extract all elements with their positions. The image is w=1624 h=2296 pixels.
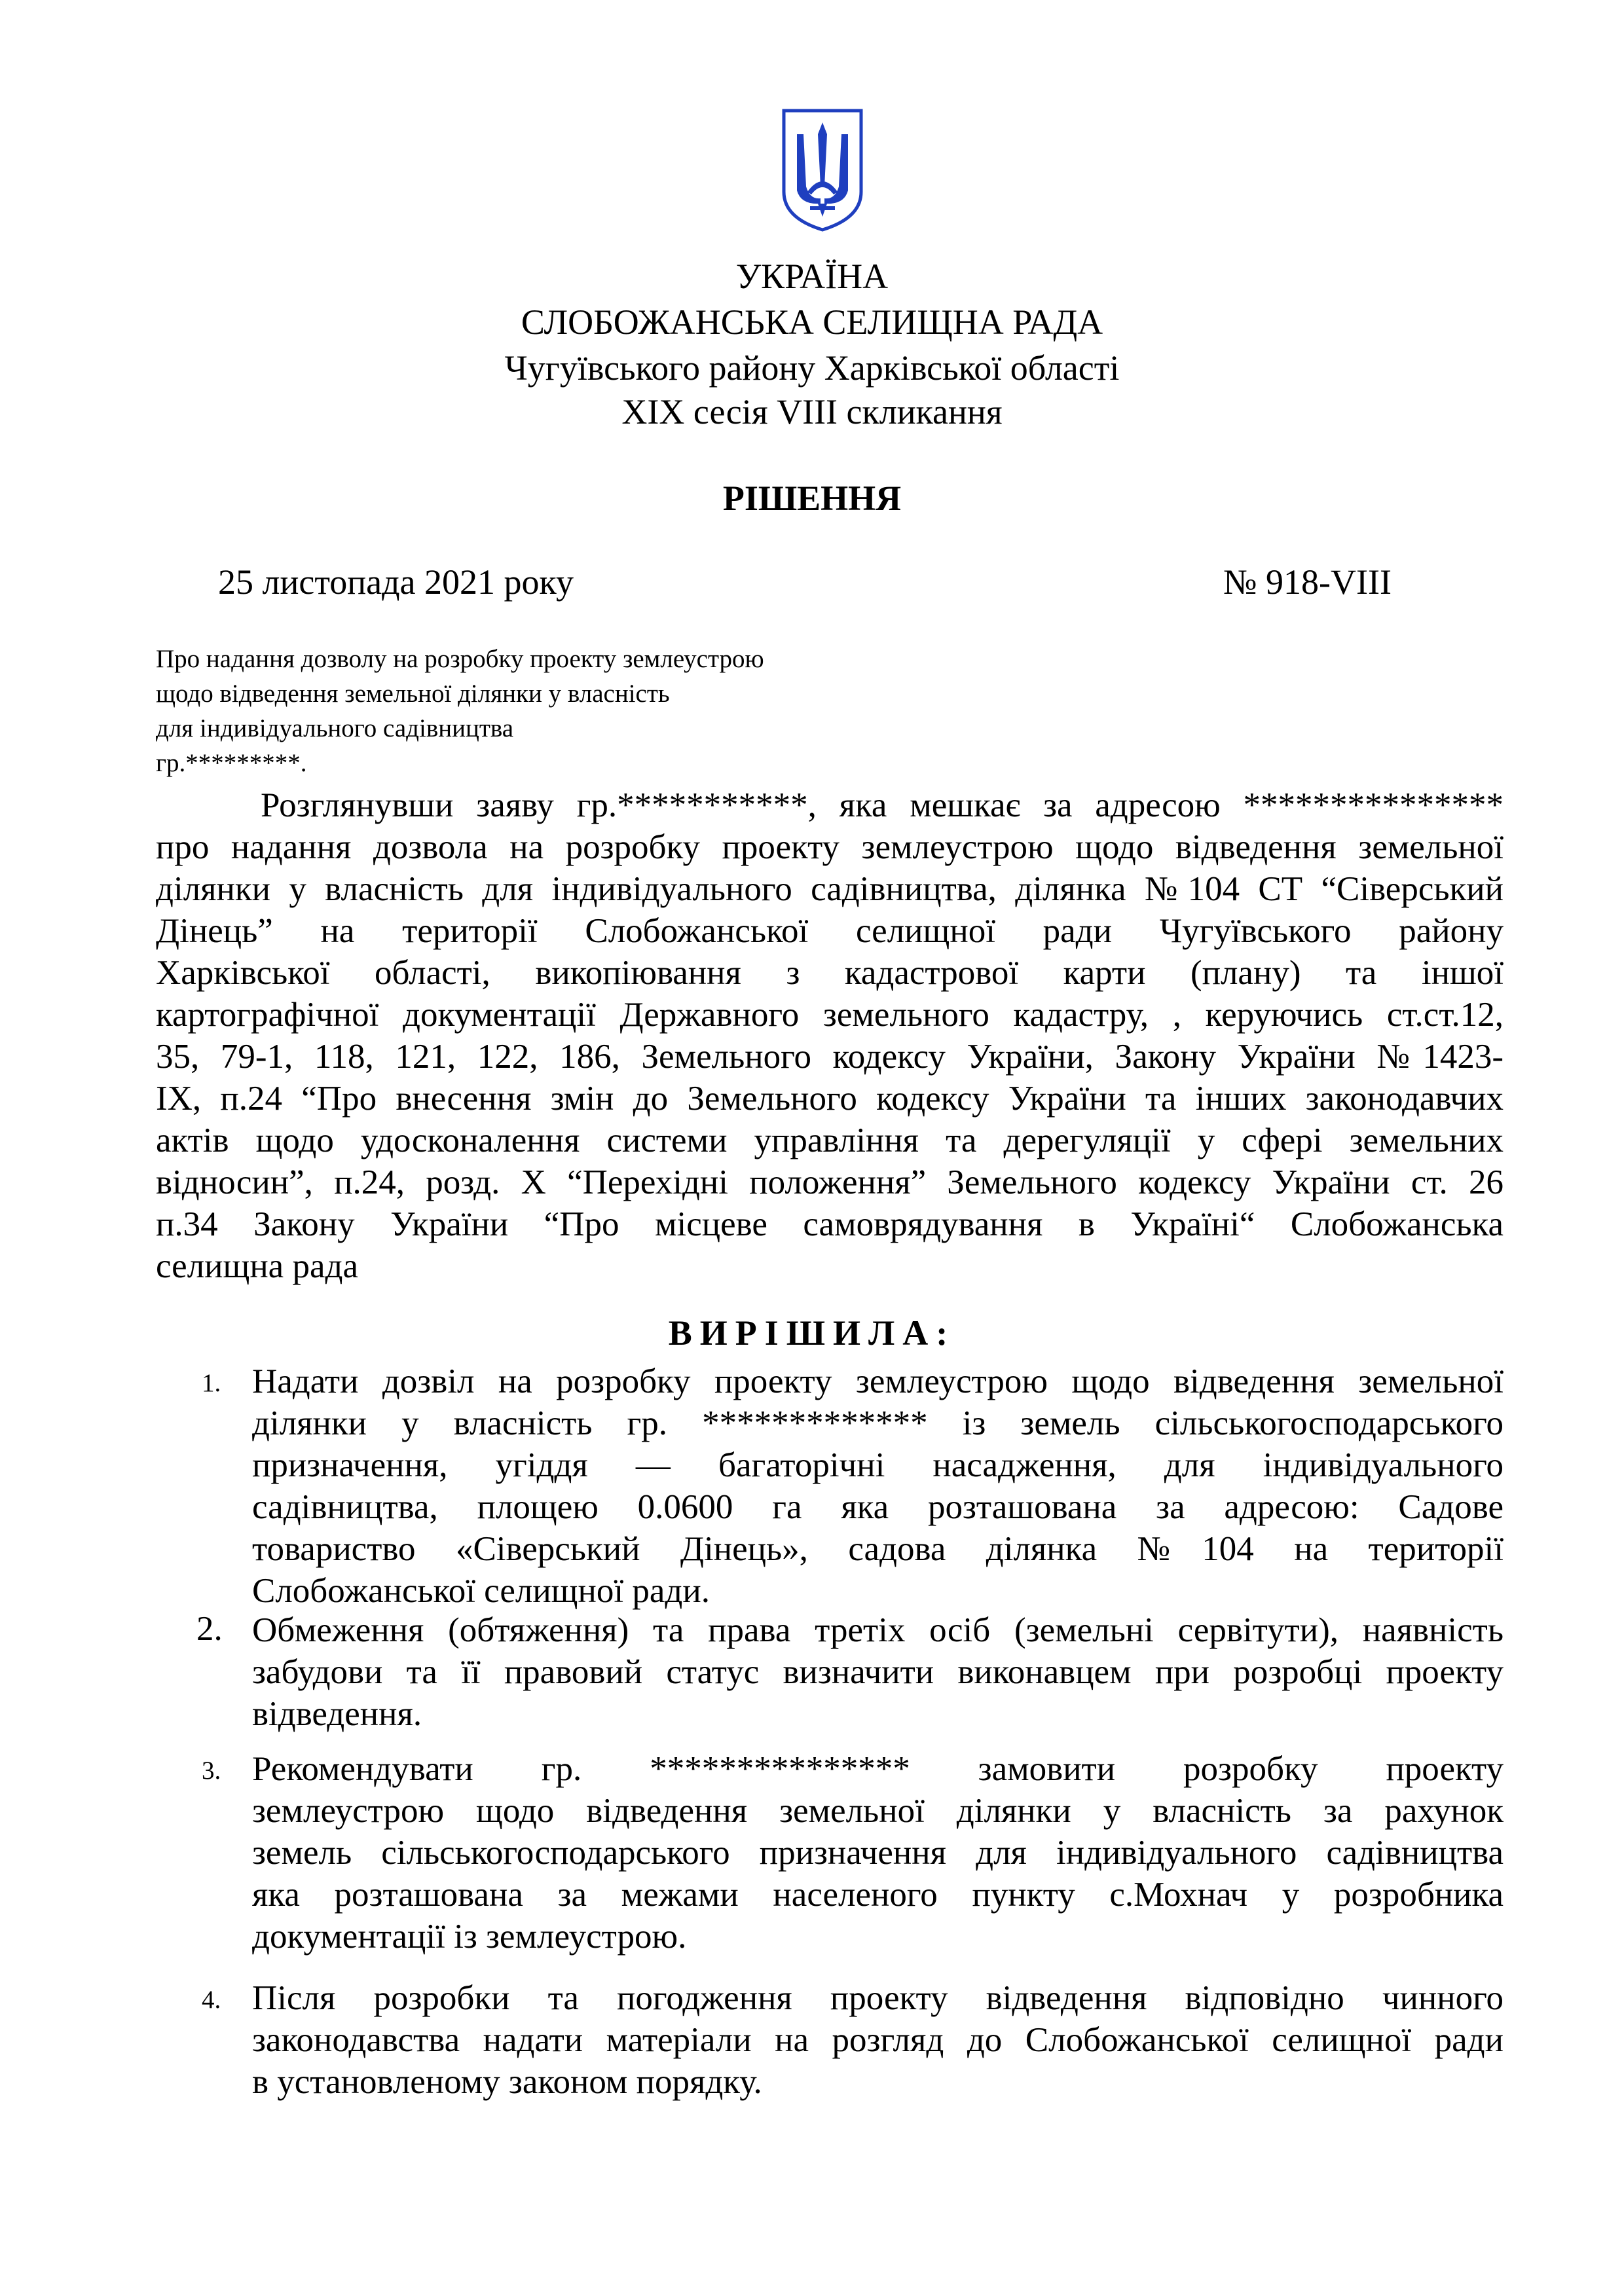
preamble-line: актів щодо удосконалення системи управління та дерегуляції у сфері земельних bbox=[156, 1121, 1504, 1159]
item-line: землеустрою щодо відведення земельної ділянки у власність за рахунок bbox=[252, 1792, 1504, 1830]
preamble-line: 35, 79-1, 118, 121, 122, 186, Земельного кодексу України, Закону України №1423- bbox=[156, 1038, 1504, 1076]
preamble-line: Дінець” на території Слобожанської селищної ради Чугуївського району bbox=[156, 912, 1504, 950]
session-info: XIX сесія VIII скликання bbox=[621, 392, 1003, 431]
item-line: Надати дозвіл на розробку проекту землеустрою щодо відведення земельної bbox=[252, 1362, 1504, 1400]
item-number: 4. bbox=[202, 1986, 221, 2014]
preamble-line: селищна рада bbox=[156, 1247, 358, 1285]
item-line: Після розробки та погодження проекту відведення відповідно чинного bbox=[252, 1979, 1504, 2017]
item-line: відведення. bbox=[252, 1695, 422, 1733]
preamble-line: п.34 Закону України “Про місцеве самоврядування в Україні“ Слобожанська bbox=[156, 1205, 1504, 1243]
country-name: УКРАЇНА bbox=[735, 257, 889, 296]
council-name: СЛОБОЖАНСЬКА СЕЛИЩНА РАДА bbox=[521, 302, 1103, 342]
resolution-item-1 bbox=[252, 1360, 1504, 1612]
resolution-item-4 bbox=[252, 1977, 1504, 2103]
item-line: земель сільськогосподарського призначення для індивідуального садівництва bbox=[252, 1834, 1504, 1872]
resolution-item-2 bbox=[252, 1609, 1504, 1735]
item-line: в установленому законом порядку. bbox=[252, 2063, 762, 2101]
preamble-line: картографічної документації Державного земельного кадастру, , керуючись ст.ст.12, bbox=[156, 996, 1504, 1034]
preamble-line: ділянки у власність для індивідуального садівництва, ділянка №104 СТ “Сіверський bbox=[156, 870, 1504, 908]
item-line: Рекомендувати гр. *************** замовити розробку проекту bbox=[252, 1750, 1504, 1788]
subject-line: щодо відведення земельної ділянки у власність bbox=[156, 680, 670, 708]
item-line: яка розташована за межами населеного пункту с.Мохнач у розробника bbox=[252, 1876, 1504, 1914]
subject-line: Про надання дозволу на розробку проекту землеустрою bbox=[156, 645, 764, 673]
preamble-line: Розглянувши заяву гр.***********, яка мешкає за адресою *************** bbox=[261, 786, 1504, 824]
coat-of-arms-icon bbox=[781, 108, 864, 232]
decision-number: № 918-VIII bbox=[1223, 562, 1392, 602]
item-line: документації із землеустрою. bbox=[252, 1918, 687, 1956]
item-number: 1. bbox=[202, 1369, 221, 1397]
decision-date: 25 листопада 2021 року bbox=[218, 562, 574, 602]
item-line: забудови та її правовий статус визначити виконавцем при розробці проекту bbox=[252, 1653, 1504, 1691]
preamble-line: відносин”, п.24, розд. X “Перехідні положення” Земельного кодексу України ст. 26 bbox=[156, 1163, 1504, 1201]
document-title: РІШЕННЯ bbox=[722, 479, 902, 518]
item-line: Обмеження (обтяження) та права третіх осіб (земельні сервітути), наявність bbox=[252, 1611, 1504, 1649]
resolution-item-3 bbox=[252, 1748, 1504, 1958]
item-line: Слобожанської селищної ради. bbox=[252, 1572, 710, 1610]
resolved-heading: ВИРІШИЛА: bbox=[668, 1313, 956, 1353]
item-line: законодавства надати матеріали на розгляд до Слобожанської селищної ради bbox=[252, 2021, 1504, 2059]
item-number: 3. bbox=[202, 1757, 221, 1785]
subject-line: для індивідуального садівництва bbox=[156, 714, 514, 742]
item-line: призначення, угіддя — багаторічні насадження, для індивідуального bbox=[252, 1446, 1504, 1484]
subject-line: гр.*********. bbox=[156, 749, 307, 777]
preamble-paragraph bbox=[156, 784, 1504, 1287]
preamble-line: IX, п.24 “Про внесення змін до Земельного кодексу України та інших законодавчих bbox=[156, 1080, 1504, 1118]
item-line: ділянки у власність гр. ************* із земель сільськогосподарського bbox=[252, 1404, 1504, 1442]
district-name: Чугуївського району Харківської області bbox=[504, 348, 1120, 388]
item-line: товариство «Сіверський Дінець», садова ділянка №104 на території bbox=[252, 1530, 1504, 1568]
decision-subject bbox=[156, 642, 764, 780]
item-number: 2. bbox=[196, 1610, 223, 1648]
preamble-line: Харківської області, викопіювання з кадастрової карти (плану) та іншої bbox=[156, 954, 1504, 992]
preamble-line: про надання дозвола на розробку проекту землеустрою щодо відведення земельної bbox=[156, 828, 1504, 866]
item-line: садівництва, площею 0.0600 га яка розташована за адресою: Садове bbox=[252, 1488, 1504, 1526]
